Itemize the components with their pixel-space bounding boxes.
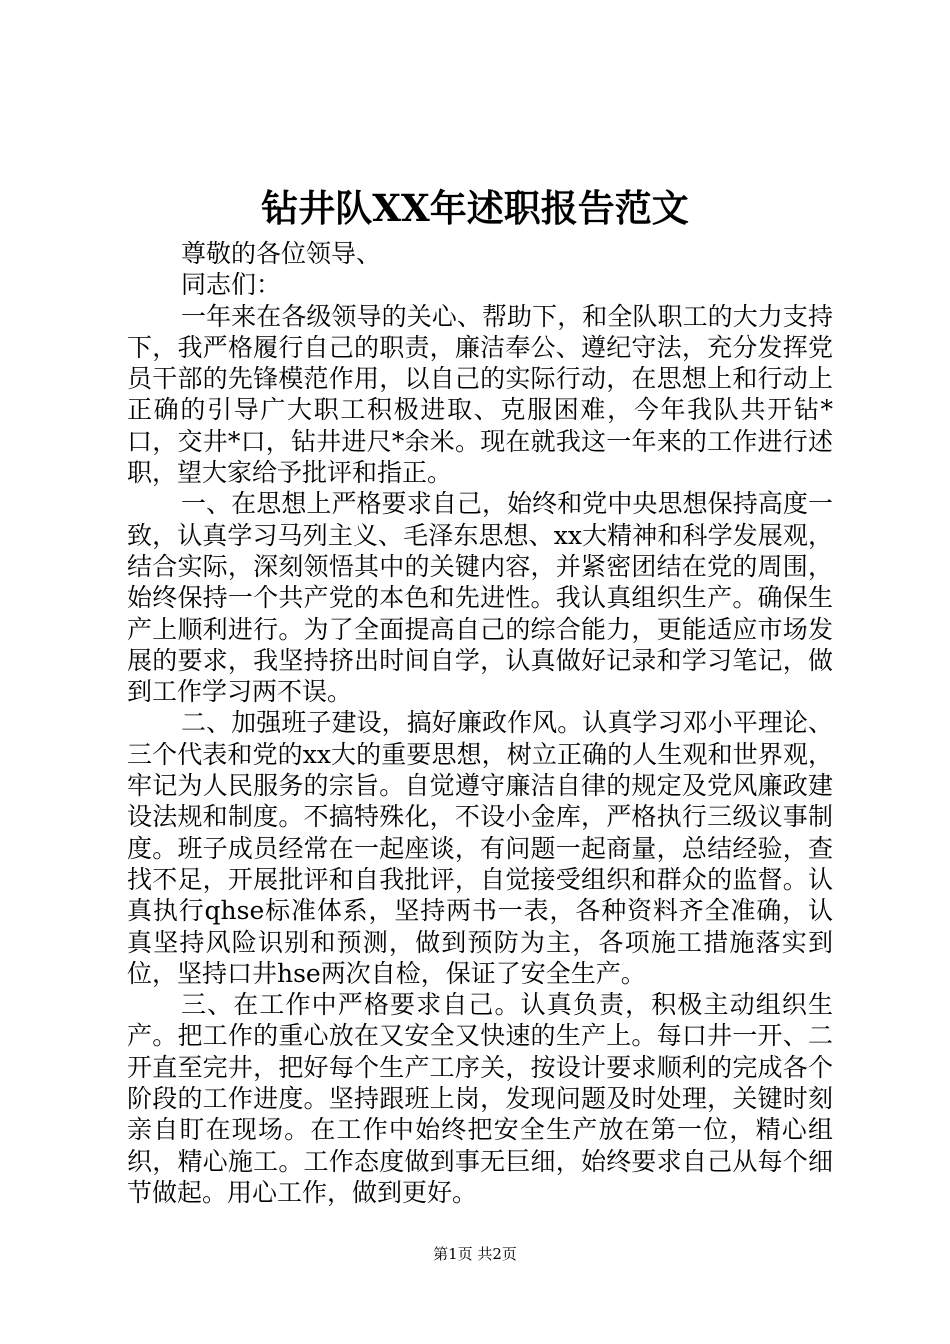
document-body	[127, 238, 833, 1208]
paragraph-intro: 一年来在各级领导的关心、帮助下，和全队职工的大力支持下，我严格履行自己的职责，廉洁奉公、遵纪守法，充分发挥党员干部的先锋模范作用，以自己的实际行动，在思想上和行动上正确的引导广大职工积极进取、克服困难，今年我队共开钻*口，交井*口，钻井进尺*余米。现在就我这一年来的工作进行述职，望大家给予批评和指正。	[127, 301, 833, 488]
salutation-line-1: 尊敬的各位领导、	[181, 239, 382, 268]
page-footer: 第1页 共2页	[433, 1245, 517, 1263]
paragraph-section-3: 三、在工作中严格要求自己。认真负责，积极主动组织生产。把工作的重心放在又安全又快速的生产上。每口井一开、二开直至完井，把好每个生产工序关，按设计要求顺利的完成各个阶段的工作进度。坚持跟班上岗，发现问题及时处理，关键时刻亲自盯在现场。在工作中始终把安全生产放在第一位，精心组织，精心施工。工作态度做到事无巨细，始终要求自己从每个细节做起。用心工作，做到更好。	[127, 990, 833, 1207]
paragraph-section-2: 二、加强班子建设，搞好廉政作风。认真学习邓小平理论、三个代表和党的xx大的重要思想，树立正确的人生观和世界观，牢记为人民服务的宗旨。自觉遵守廉洁自律的规定及党风廉政建设法规和制度。不搞特殊化，不设小金库，严格执行三级议事制度。班子成员经常在一起座谈，有问题一起商量，总结经验，查找不足，开展批评和自我批评，自觉接受组织和群众的监督。认真执行qhse标准体系，坚持两书一表，各种资料齐全准确，认真坚持风险识别和预测，做到预防为主，各项施工措施落实到位，坚持口井hse两次自检，保证了安全生产。	[127, 708, 833, 988]
salutation-line-2: 同志们：	[181, 270, 282, 300]
paragraph-section-1: 一、在思想上严格要求自己，始终和党中央思想保持高度一致，认真学习马列主义、毛泽东思想、xx大精神和科学发展观，结合实际，深刻领悟其中的关键内容，并紧密团结在党的周围，始终保持一个共产党的本色和先进性。我认真组织生产。确保生产上顺利进行。为了全面提高自己的综合能力，更能适应市场发展的要求，我坚持挤出时间自学，认真做好记录和学习笔记，做到工作学习两不误。	[127, 489, 833, 707]
document-title: 钻井队XX年述职报告范文	[261, 186, 689, 230]
